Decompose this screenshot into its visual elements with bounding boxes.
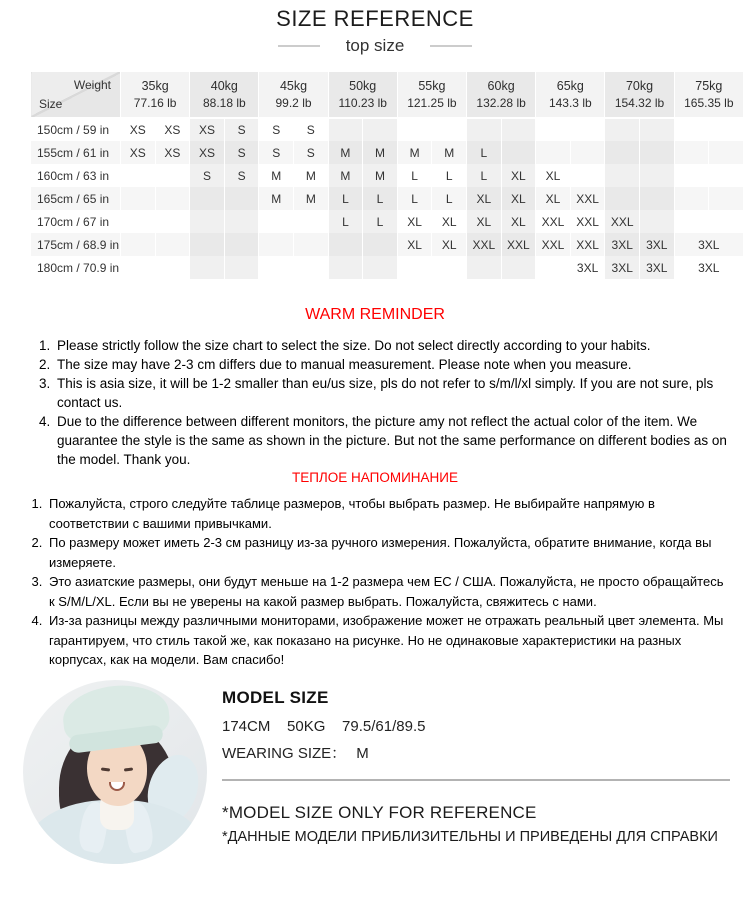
size-cell: XXL [570, 187, 605, 210]
model-size-block [222, 688, 425, 763]
weight-lb-label: 88.18 lb [202, 96, 246, 110]
size-cell: S [224, 164, 259, 187]
size-cell [605, 187, 640, 210]
weight-kg-label: 60kg [487, 79, 515, 93]
table-header-row [31, 72, 744, 118]
reminder-item-ru: 1. Пожалуйста, строго следуйте таблице размеров, чтобы выбрать размер. Не выбирайте напрямую в соответствии с вашими привычками. [46, 494, 732, 533]
size-cell: XXL [536, 233, 571, 256]
size-cell [363, 233, 398, 256]
size-cell [155, 164, 190, 187]
size-cell: 3XL [605, 233, 640, 256]
size-cell [536, 141, 571, 164]
size-cell [605, 164, 640, 187]
size-cell: XXL [570, 233, 605, 256]
size-cell [397, 118, 432, 141]
size-cell: XL [501, 187, 536, 210]
wearing-size-line [222, 742, 425, 763]
size-cell [674, 210, 709, 233]
table-row [31, 118, 744, 141]
size-cell: S [224, 141, 259, 164]
size-cell [328, 233, 363, 256]
weight-header [259, 72, 328, 118]
size-cell: XL [397, 233, 432, 256]
section-divider [222, 779, 730, 781]
size-cell: XS [121, 141, 156, 164]
size-cell: M [259, 164, 294, 187]
decorative-rule-right [430, 45, 472, 47]
size-cell: XXL [501, 233, 536, 256]
weight-kg-label: 70kg [625, 79, 654, 93]
size-cell [224, 187, 259, 210]
footnote-en: *MODEL SIZE ONLY FOR REFERENCE [222, 803, 537, 822]
size-cell [190, 233, 225, 256]
size-cell: XXL [467, 233, 502, 256]
wearing-size-value: M [356, 745, 369, 762]
warm-reminder-heading-en: WARM REMINDER [305, 306, 445, 323]
size-cell: M [328, 141, 363, 164]
weight-kg-label: 65kg [556, 79, 584, 93]
size-cell [121, 233, 156, 256]
size-cell [190, 187, 225, 210]
weight-lb-label: 154.32 lb [614, 96, 665, 110]
size-cell [674, 118, 709, 141]
size-cell [224, 256, 259, 279]
size-cell: XS [190, 141, 225, 164]
model-measurements: 174CM 50KG 79.5/61/89.5 [222, 718, 426, 735]
size-cell [640, 210, 675, 233]
footnotes [222, 803, 718, 845]
size-cell: XS [121, 118, 156, 141]
weight-kg-label: 75kg [695, 79, 723, 93]
size-cell: S [294, 141, 329, 164]
model-photo [23, 680, 207, 864]
row-label: 165cm / 65 in [31, 187, 121, 210]
weight-lb-label: 77.16 lb [133, 96, 177, 110]
size-cell: M [397, 141, 432, 164]
weight-lb-label: 99.2 lb [275, 96, 312, 110]
weight-kg-label: 40kg [210, 79, 238, 93]
size-cell: 3XL [674, 233, 743, 256]
size-cell: XL [536, 164, 571, 187]
row-label: 180cm / 70.9 in [31, 256, 121, 279]
size-cell [605, 118, 640, 141]
size-cell [190, 256, 225, 279]
size-cell [501, 141, 536, 164]
size-cell [467, 256, 502, 279]
size-cell [536, 256, 571, 279]
size-cell: XXL [570, 210, 605, 233]
size-cell [709, 187, 744, 210]
reminder-item-ru: 3. Это азиатские размеры, они будут меньше на 1-2 размера чем ЕС / США. Пожалуйста, не просто обращайтесь к S/M/L/XL. Если вы не уверены на какой размер выбрать. Пожалуйста, свяжитесь с нами. [46, 572, 732, 611]
size-cell: L [432, 187, 467, 210]
size-cell [501, 118, 536, 141]
size-cell: XL [432, 210, 467, 233]
row-label: 155cm / 61 in [31, 141, 121, 164]
weight-lb-label: 132.28 lb [476, 96, 526, 110]
weight-lb-label: 110.23 lb [338, 96, 387, 110]
row-label: 175cm / 68.9 in [31, 233, 121, 256]
size-cell [155, 187, 190, 210]
weight-header [467, 72, 536, 118]
size-cell: M [259, 187, 294, 210]
size-cell: XS [155, 141, 190, 164]
weight-header [536, 72, 605, 118]
size-cell: XL [432, 233, 467, 256]
size-cell: S [190, 164, 225, 187]
size-cell [155, 210, 190, 233]
size-cell: XL [397, 210, 432, 233]
weight-header [190, 72, 259, 118]
size-cell [328, 256, 363, 279]
size-cell [570, 141, 605, 164]
weight-lb-label: 165.35 lb [684, 96, 734, 110]
table-row [31, 256, 744, 279]
size-cell: 3XL [570, 256, 605, 279]
size-cell [294, 233, 329, 256]
size-cell [121, 187, 156, 210]
size-cell [432, 256, 467, 279]
size-cell: S [224, 118, 259, 141]
size-cell: M [328, 164, 363, 187]
size-cell: XL [501, 210, 536, 233]
reminder-item-en: 2. The size may have 2-3 cm differs due to manual measurement. Please note when you measure. [54, 355, 730, 374]
corner-cell [31, 72, 121, 118]
size-cell [709, 210, 744, 233]
size-cell [363, 256, 398, 279]
size-cell: L [467, 164, 502, 187]
reminder-item-en: 1. Please strictly follow the size chart to select the size. Do not select directly according to your habits. [54, 336, 730, 355]
reminder-item-en: 4. Due to the difference between different monitors, the picture amy not reflect the actual color of the item. We guarantee the style is the same as shown in the picture. But not the same performance on different bodies as on the model. Thank you. [54, 412, 730, 469]
size-cell [709, 118, 744, 141]
size-cell: XL [467, 210, 502, 233]
size-cell [363, 118, 398, 141]
size-cell: S [294, 118, 329, 141]
table-row [31, 141, 744, 164]
size-cell [155, 233, 190, 256]
size-cell: XXL [605, 210, 640, 233]
size-cell [259, 210, 294, 233]
size-cell [432, 118, 467, 141]
size-cell [674, 187, 709, 210]
size-cell [640, 141, 675, 164]
size-cell: XL [536, 187, 571, 210]
warm-reminder-heading-ru: ТЕПЛОЕ НАПОМИНАНИЕ [291, 470, 459, 485]
size-cell [674, 141, 709, 164]
subtitle-top-size [0, 36, 750, 56]
size-cell: L [432, 164, 467, 187]
size-cell: L [328, 210, 363, 233]
table-row [31, 210, 744, 233]
size-cell: M [294, 164, 329, 187]
weight-lb-label: 121.25 lb [407, 96, 457, 110]
wearing-size-label: WEARING SIZE： [222, 745, 347, 762]
size-cell: 3XL [674, 256, 743, 279]
table-row [31, 187, 744, 210]
page-title: SIZE REFERENCE [276, 6, 474, 31]
size-cell: 3XL [605, 256, 640, 279]
size-cell [294, 256, 329, 279]
warm-reminder-list-ru [8, 494, 732, 670]
weight-lb-label: 143.3 lb [548, 96, 592, 110]
reminder-item-en: 3. This is asia size, it will be 1-2 smaller than eu/us size, pls do not refer to s/m/l/xl simply. If you are not sure, pls contact us. [54, 374, 730, 412]
size-cell: XS [190, 118, 225, 141]
weight-kg-label: 50kg [349, 79, 377, 93]
size-cell [224, 210, 259, 233]
weight-header [121, 72, 190, 118]
size-cell [605, 141, 640, 164]
size-cell: S [259, 118, 294, 141]
size-cell [328, 118, 363, 141]
size-cell: L [363, 210, 398, 233]
size-cell [397, 256, 432, 279]
size-cell [467, 118, 502, 141]
weight-kg-label: 45kg [279, 79, 308, 93]
size-cell: M [432, 141, 467, 164]
size-cell [640, 164, 675, 187]
subtitle-label: top size [345, 36, 405, 55]
size-table [30, 72, 744, 279]
size-cell [259, 233, 294, 256]
size-cell [640, 118, 675, 141]
size-cell [674, 164, 709, 187]
size-cell: L [397, 187, 432, 210]
size-cell [709, 164, 744, 187]
size-cell [294, 210, 329, 233]
size-cell: XS [155, 118, 190, 141]
size-cell [570, 164, 605, 187]
size-cell [155, 256, 190, 279]
size-cell: M [363, 164, 398, 187]
reminder-item-ru: 2. По размеру может иметь 2-3 см разницу из-за ручного измерения. Пожалуйста, обратите внимание, когда вы измеряете. [46, 533, 732, 572]
table-row [31, 233, 744, 256]
row-label: 150cm / 59 in [31, 118, 121, 141]
size-cell [640, 187, 675, 210]
warm-reminder-list-en [14, 336, 730, 469]
corner-weight-label: Weight [73, 78, 112, 92]
size-cell: S [259, 141, 294, 164]
size-cell [121, 164, 156, 187]
size-cell [259, 256, 294, 279]
size-cell: L [363, 187, 398, 210]
size-cell [570, 118, 605, 141]
size-cell: M [363, 141, 398, 164]
size-cell: L [467, 141, 502, 164]
size-cell [121, 256, 156, 279]
weight-header [397, 72, 466, 118]
size-cell: XL [467, 187, 502, 210]
size-cell: XXL [536, 210, 571, 233]
size-cell [190, 210, 225, 233]
size-cell: L [328, 187, 363, 210]
row-label: 160cm / 63 in [31, 164, 121, 187]
decorative-rule-left [278, 45, 320, 47]
size-cell: L [397, 164, 432, 187]
weight-header [605, 72, 674, 118]
size-cell [536, 118, 571, 141]
row-label: 170cm / 67 in [31, 210, 121, 233]
model-size-heading: MODEL SIZE [222, 688, 329, 707]
reminder-item-ru: 4. Из-за разницы между различными мониторами, изображение может не отражать реальный цвет элемента. Мы гарантируем, что стиль такой же, как показано на рисунке. Но не одинаковые характеристики на разных корпусах, как на модели. Вам спасибо! [46, 611, 732, 670]
size-cell [121, 210, 156, 233]
size-cell [501, 256, 536, 279]
weight-kg-label: 55kg [418, 79, 446, 93]
size-cell: XL [501, 164, 536, 187]
table-row [31, 164, 744, 187]
weight-header [674, 72, 743, 118]
size-cell [709, 141, 744, 164]
footnote-ru: *ДАННЫЕ МОДЕЛИ ПРИБЛИЗИТЕЛЬНЫ И ПРИВЕДЕНЫ ДЛЯ СПРАВКИ [222, 829, 718, 845]
weight-kg-label: 35kg [141, 79, 169, 93]
size-cell: 3XL [640, 233, 675, 256]
corner-size-label: Size [39, 97, 63, 111]
size-cell: 3XL [640, 256, 675, 279]
size-cell [224, 233, 259, 256]
weight-header [328, 72, 397, 118]
size-cell: M [294, 187, 329, 210]
